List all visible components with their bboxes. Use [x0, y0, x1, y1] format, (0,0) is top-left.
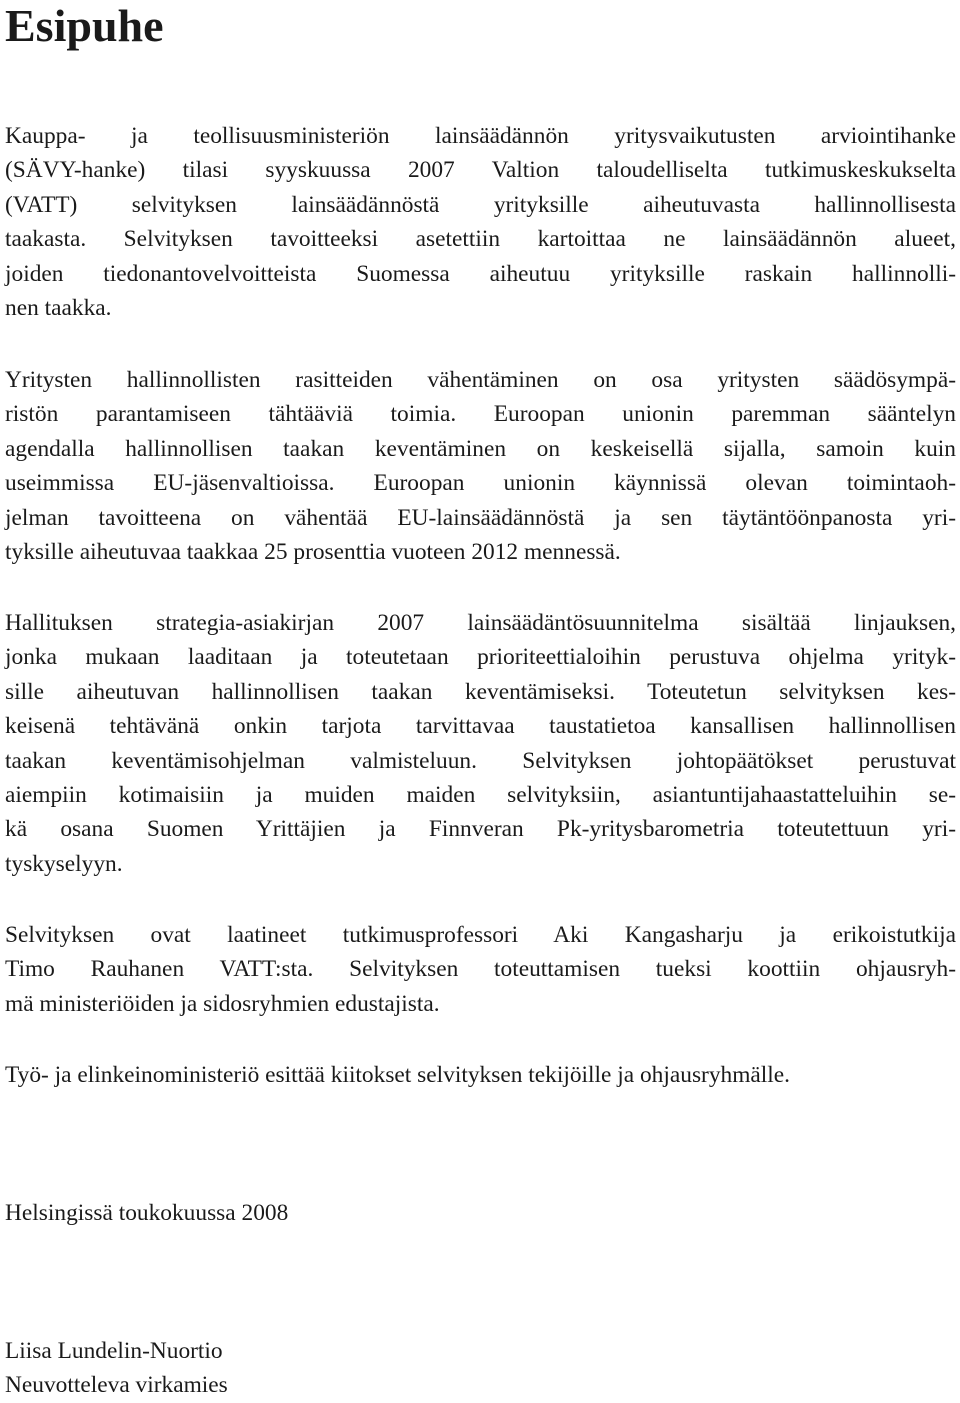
paragraph-line: Yritysten hallinnollisten rasitteiden vähentäminen on osa yritysten säädösympä-	[5, 367, 956, 393]
signature-title: Neuvotteleva virkamies	[5, 1372, 228, 1399]
paragraph-line: nen taakka.	[5, 295, 112, 322]
paragraph-line: taakasta. Selvityksen tavoitteeksi asetettiin kartoittaa ne lainsäädännön alueet,	[5, 226, 956, 253]
paragraph-line: jelman tavoitteena on vähentää EU-lainsäädännöstä ja sen täytäntöönpanosta yri-	[5, 504, 956, 531]
signature-name: Liisa Lundelin-Nuortio	[5, 1338, 223, 1364]
paragraph-line: tyksille aiheutuvaa taakkaa 25 prosenttia vuoteen 2012 mennessä.	[5, 539, 621, 566]
paragraph-line: Selvityksen ovat laatineet tutkimusprofessori Aki Kangasharju ja erikoistutkija	[5, 922, 956, 948]
paragraph-3	[5, 606, 956, 881]
place-date: Helsingissä toukokuussa 2008	[5, 1200, 289, 1226]
paragraph-line: Hallituksen strategia-asiakirjan 2007 lainsäädäntösuunnitelma sisältää linjauksen,	[5, 610, 956, 636]
signature-block	[5, 1334, 228, 1403]
paragraph-line: joiden tiedonantovelvoitteista Suomessa aiheutuu yrityksille raskain hallinnolli-	[5, 260, 956, 287]
paragraph-line: Kauppa- ja teollisuusministeriön lainsäädännön yritysvaikutusten arviointihanke	[5, 123, 956, 149]
paragraph-line: sille aiheutuvan hallinnollisen taakan keventämiseksi. Toteutetun selvityksen kes-	[5, 678, 956, 705]
paragraph-line: aiempiin kotimaisiin ja muiden maiden selvityksiin, asiantuntijahaastatteluihin se-	[5, 782, 956, 809]
paragraph-4	[5, 918, 956, 1021]
paragraph-line: ristön parantamiseen tähtääviä toimia. Euroopan unionin paremman sääntelyn	[5, 401, 956, 428]
paragraph-line: taakan keventämisohjelman valmisteluun. Selvityksen johtopäätökset perustuvat	[5, 747, 956, 774]
paragraph-line: agendalla hallinnollisen taakan keventäminen on keskeisellä sijalla, samoin kuin	[5, 435, 956, 462]
paragraph-line: mä ministeriöiden ja sidosryhmien edustajista.	[5, 990, 440, 1017]
paragraph-line: (VATT) selvityksen lainsäädännöstä yrityksille aiheutuvasta hallinnollisesta	[5, 191, 956, 218]
paragraph-line: useimmissa EU-jäsenvaltioissa. Euroopan unionin käynnissä olevan toimintaoh-	[5, 470, 956, 497]
paragraph-line: kä osana Suomen Yrittäjien ja Finnveran Pk-yritysbarometria toteutettuun yri-	[5, 816, 956, 843]
paragraph-1	[5, 119, 956, 325]
paragraph-line: tyskyselyyn.	[5, 850, 123, 877]
paragraph-line: Työ- ja elinkeinoministeriö esittää kiitokset selvityksen tekijöille ja ohjausryhmälle.	[5, 1062, 791, 1088]
paragraph-line: keisenä tehtävänä onkin tarjota tarvittavaa taustatietoa kansallisen hallinnollisen	[5, 713, 956, 740]
page-title: Esipuhe	[5, 0, 164, 51]
paragraph-line: jonka mukaan laaditaan ja toteutetaan prioriteettialoihin perustuva ohjelma yrityk-	[5, 644, 956, 671]
paragraph-line: Timo Rauhanen VATT:sta. Selvityksen toteuttamisen tueksi koottiin ohjausryh-	[5, 956, 956, 983]
paragraph-5	[5, 1058, 956, 1092]
paragraph-2	[5, 363, 956, 569]
paragraph-line: (SÄVY-hanke) tilasi syyskuussa 2007 Valtion taloudelliselta tutkimuskeskukselta	[5, 157, 956, 184]
